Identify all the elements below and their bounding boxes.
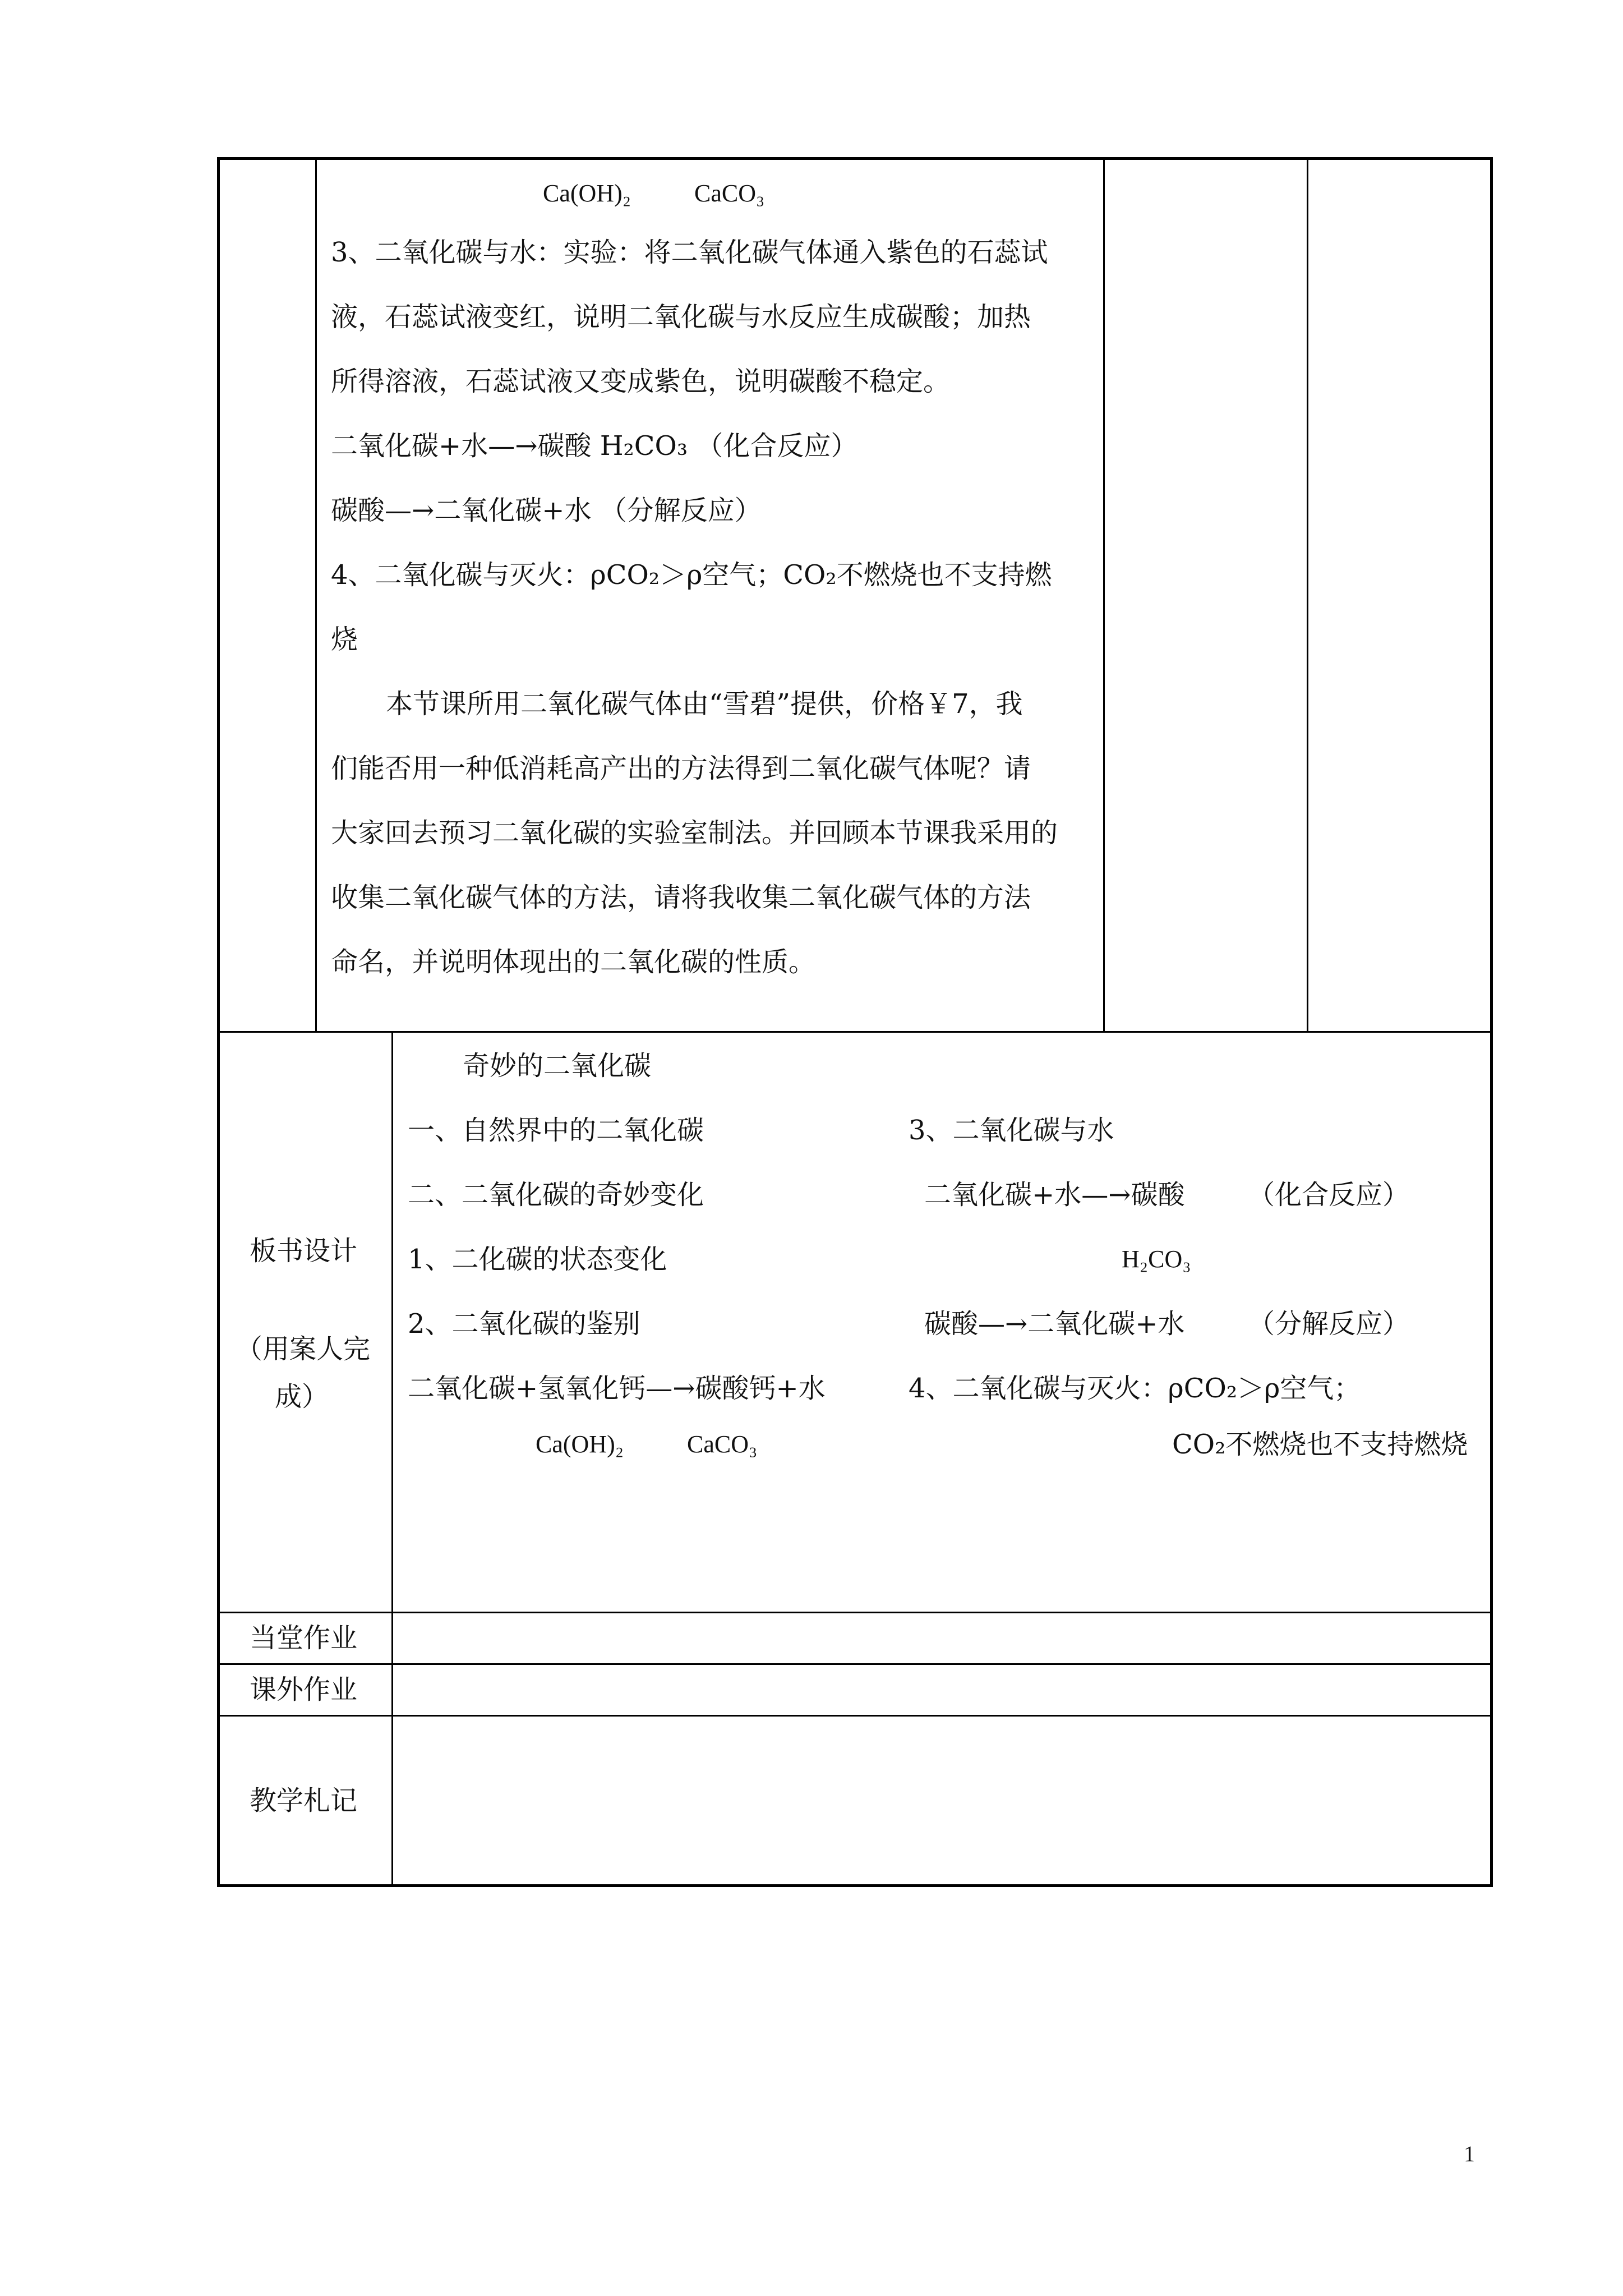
board-left-item-2: 二、二氧化碳的奇妙变化 bbox=[408, 1179, 704, 1211]
board-left-item-1: 一、自然界中的二氧化碳 bbox=[408, 1115, 704, 1146]
board-left-item-5: 二氧化碳+氢氧化钙—→碳酸钙+水 bbox=[408, 1373, 826, 1404]
board-formula-calcium-carbonate: CaCO₃ bbox=[687, 1430, 758, 1458]
board-title: 奇妙的二氧化碳 bbox=[463, 1050, 652, 1082]
table-border-right bbox=[1490, 157, 1493, 1887]
classwork-label: 当堂作业 bbox=[250, 1622, 358, 1654]
page-number: 1 bbox=[1464, 2141, 1475, 2166]
paragraph-line2: 们能否用一种低消耗高产出的方法得到二氧化碳气体呢？请 bbox=[331, 753, 1031, 784]
board-right-item4-line2: CO₂不燃烧也不支持燃烧 bbox=[1172, 1429, 1468, 1460]
board-left-item-4: 2、二氧化碳的鉴别 bbox=[408, 1308, 640, 1340]
board-right-eq1-type: （化合反应） bbox=[1248, 1179, 1410, 1211]
table-border-top bbox=[217, 157, 1493, 160]
paragraph-line5: 命名，并说明体现出的二氧化碳的性质。 bbox=[331, 946, 816, 978]
paragraph-line1: 本节课所用二氧化碳气体由“雪碧”提供，价格￥7，我 bbox=[386, 688, 1023, 720]
item3-line3: 所得溶液，石蕊试液又变成紫色，说明碳酸不稳定。 bbox=[331, 366, 951, 397]
equation-decomposition: 碳酸—→二氧化碳+水 （分解反应） bbox=[331, 495, 762, 526]
table-border-bottom bbox=[217, 1884, 1493, 1887]
divider-row-notes-top bbox=[217, 1715, 1493, 1717]
divider-row-homework-top bbox=[217, 1663, 1493, 1665]
board-formula-calcium-hydroxide: Ca(OH)₂ bbox=[536, 1430, 624, 1458]
divider-col-1 bbox=[315, 157, 317, 1032]
homework-label: 课外作业 bbox=[250, 1674, 358, 1705]
divider-col-3 bbox=[1307, 157, 1308, 1032]
formula-calcium-carbonate: CaCO₃ bbox=[694, 180, 765, 207]
table-border-left bbox=[217, 157, 220, 1887]
board-right-item3: 3、二氧化碳与水 bbox=[909, 1115, 1114, 1146]
item3-line2: 液，石蕊试液变红，说明二氧化碳与水反应生成碳酸；加热 bbox=[331, 301, 1031, 333]
board-design-label-note-end: 成） bbox=[275, 1381, 329, 1412]
item4-line2: 烧 bbox=[331, 624, 358, 655]
board-right-eq1: 二氧化碳+水—→碳酸 bbox=[924, 1179, 1185, 1211]
item3-line1: 3、二氧化碳与水：实验：将二氧化碳气体通入紫色的石蕊试 bbox=[331, 237, 1048, 268]
board-right-carbonic-acid: H₂CO₃ bbox=[1122, 1245, 1191, 1273]
teaching-notes-label: 教学札记 bbox=[250, 1785, 358, 1816]
board-right-eq2: 碳酸—→二氧化碳+水 bbox=[924, 1308, 1185, 1340]
divider-row-classwork-top bbox=[217, 1612, 1493, 1613]
board-left-item-3: 1、二化碳的状态变化 bbox=[408, 1244, 667, 1275]
divider-label-col bbox=[391, 1031, 393, 1886]
divider-col-2 bbox=[1103, 157, 1105, 1032]
board-design-label-note: （用案人完 bbox=[236, 1333, 371, 1365]
item4-line1: 4、二氧化碳与灭火：ρCO₂＞ρ空气；CO₂不燃烧也不支持燃 bbox=[331, 559, 1052, 591]
formula-calcium-hydroxide: Ca(OH)₂ bbox=[543, 180, 631, 207]
board-right-eq2-type: （分解反应） bbox=[1248, 1308, 1410, 1340]
divider-row-board-top bbox=[217, 1031, 1493, 1033]
board-right-item4: 4、二氧化碳与灭火：ρCO₂＞ρ空气； bbox=[909, 1373, 1361, 1404]
paragraph-line4: 收集二氧化碳气体的方法，请将我收集二氧化碳气体的方法 bbox=[331, 882, 1031, 913]
equation-combination: 二氧化碳+水—→碳酸 H₂CO₃ （化合反应） bbox=[331, 430, 858, 462]
paragraph-line3: 大家回去预习二氧化碳的实验室制法。并回顾本节课我采用的 bbox=[331, 817, 1058, 849]
board-design-label: 板书设计 bbox=[250, 1235, 358, 1267]
